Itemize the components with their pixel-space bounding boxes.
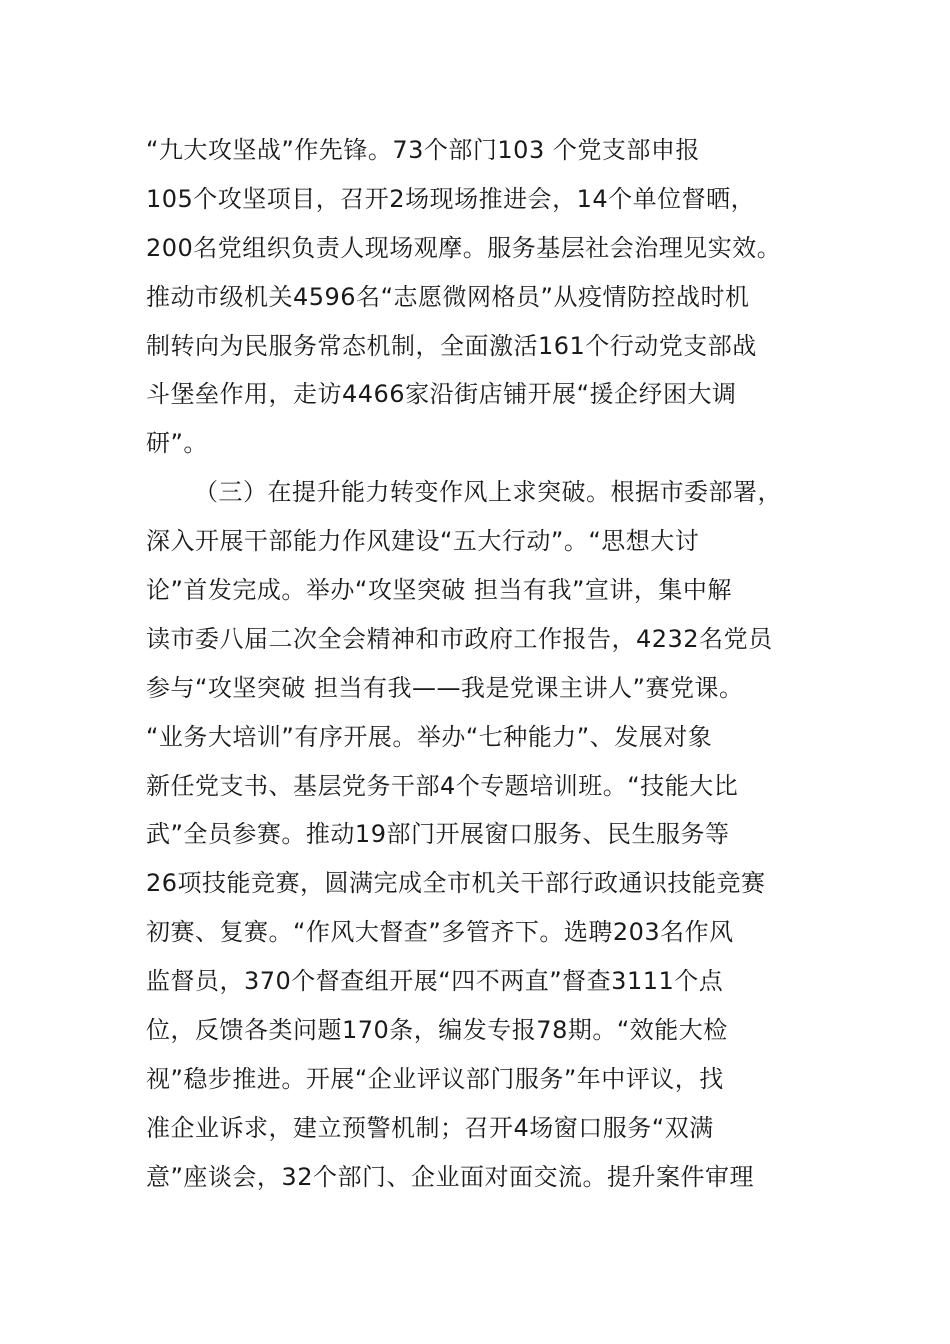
- text-line: 105个攻坚项目，召开2场现场推进会，14个单位督晒，: [146, 184, 756, 213]
- text-line: 200名党组织负责人现场观摩。服务基层社会治理见实效。: [146, 233, 782, 262]
- text-line: 初赛、复赛。“作风大督查”多管齐下。选聘203名作风: [146, 918, 734, 947]
- text-line: “九大攻坚战”作先锋。73个部门103 个党支部申报: [146, 136, 700, 164]
- text-line: 推动市级机关4596名“志愿微网格员”从疫情防控战时机: [146, 282, 750, 311]
- text-line: 武”全员参赛。推动19部门开展窗口服务、民生服务等: [146, 820, 730, 849]
- text-line: 深入开展干部能力作风建设“五大行动”。“思想大讨: [146, 527, 700, 556]
- text-line: “业务大培训”有序开展。举办“七种能力”、发展对象: [146, 722, 713, 751]
- section-heading-line: （三）在提升能力转变作风上求突破。根据市委部署，: [194, 478, 782, 507]
- text-line: 读市委八届二次全会精神和市政府工作报告，4232名党员: [146, 624, 773, 653]
- text-line: 研”。: [146, 429, 208, 458]
- text-line: 位，反馈各类问题170条，编发专报78期。“效能大检: [146, 1016, 728, 1045]
- text-line: 斗堡垒作用，走访4466家沿街店铺开展“援企纾困大调: [146, 380, 737, 409]
- body-text: [146, 126, 826, 1202]
- text-line: 新任党支书、基层党务干部4个专题培训班。“技能大比: [146, 771, 739, 800]
- text-line: 26项技能竞赛，圆满完成全市机关干部行政通识技能竞赛: [146, 869, 766, 898]
- text-line: 监督员，370个督查组开展“四不两直”督查3111个点: [146, 967, 724, 996]
- text-line: 论”首发完成。举办“攻坚突破 担当有我”宣讲，集中解: [146, 576, 732, 605]
- text-line: 制转向为民服务常态机制，全面激活161个行动党支部战: [146, 331, 757, 360]
- text-line: 视”稳步推进。开展“企业评议部门服务”年中评议，找: [146, 1064, 724, 1093]
- text-line: 准企业诉求，建立预警机制；召开4场窗口服务“双满: [146, 1113, 714, 1142]
- text-line: 意”座谈会，32个部门、企业面对面交流。提升案件审理: [146, 1162, 754, 1191]
- text-line: 参与“攻坚突破 担当有我——我是党课主讲人”赛党课。: [146, 673, 744, 702]
